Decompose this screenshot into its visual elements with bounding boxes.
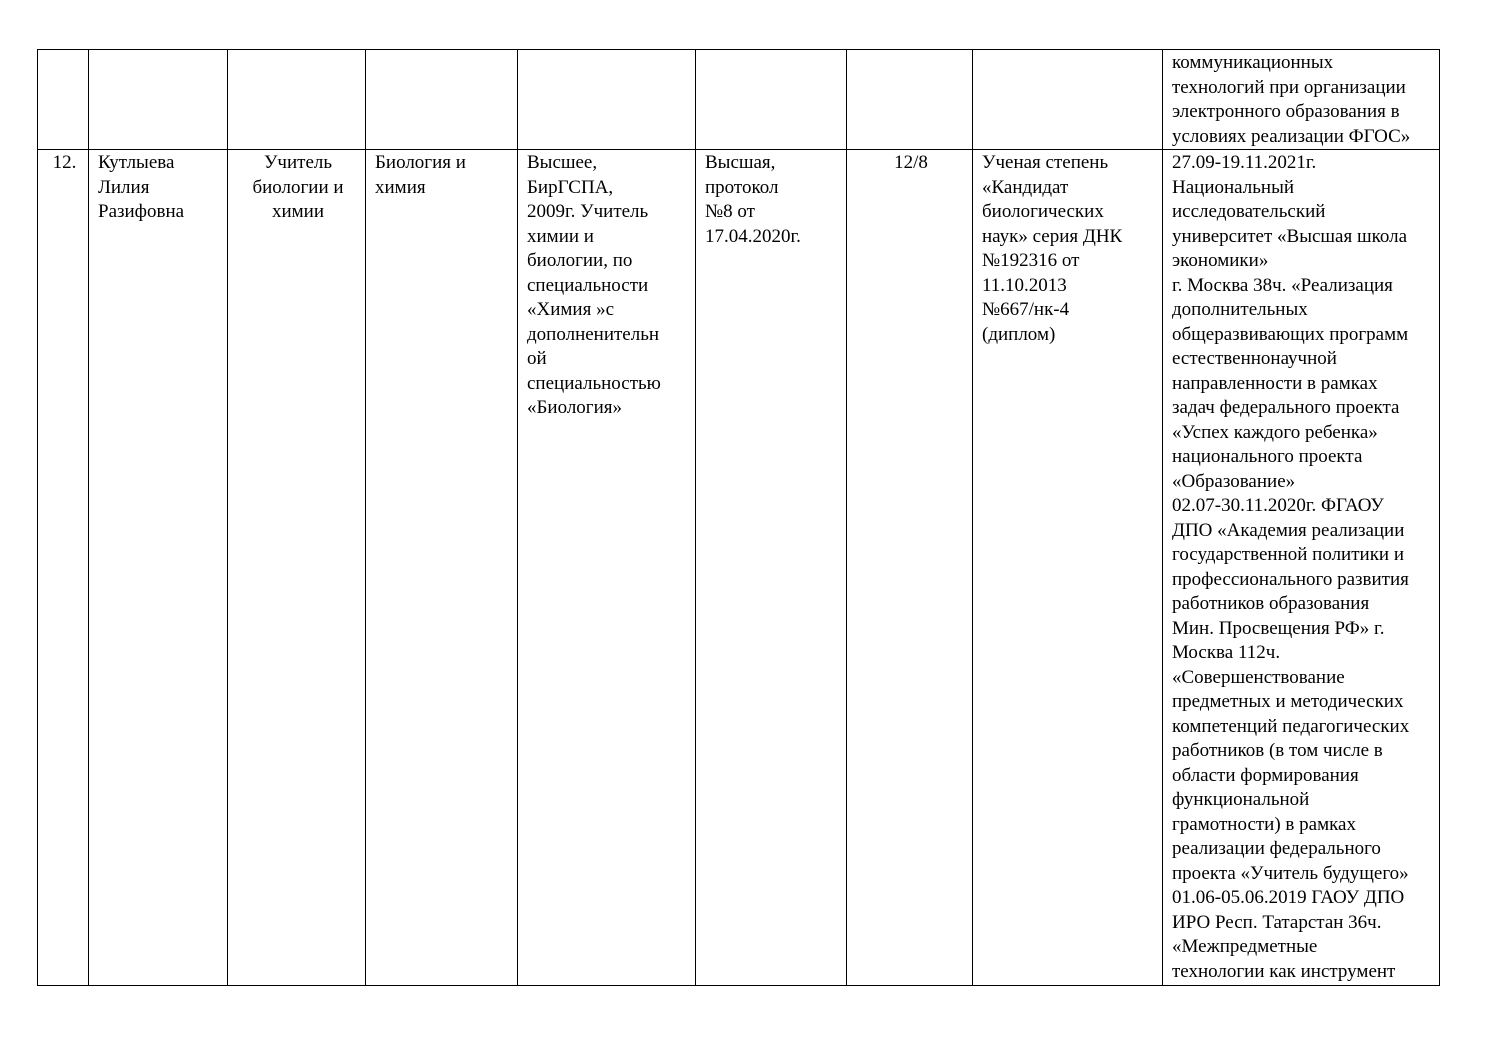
cell-num-empty [38,50,89,150]
table-row-previous [38,50,1440,150]
cell-category: Высшая, протокол №8 от 17.04.2020г. [696,150,847,986]
cell-subjects: Биология и химия [366,150,518,986]
cell-education-empty [518,50,696,150]
cell-training-continued: коммуникационных технологий при организации электронного образования в условиях реализации ФГОС» [1163,50,1440,150]
cell-education: Высшее, БирГСПА, 2009г. Учитель химии и биологии, по специальности «Химия »с дополненительн ой специальностью «Биология» [518,150,696,986]
cell-training-courses: 27.09-19.11.2021г. Национальный исследовательский университет «Высшая школа экономики» г. Москва 38ч. «Реализация дополнительных общеразвивающих программ естественнонаучной направленности в рамках задач федерального проекта «Успех каждого ребенка» национального проекта «Образование» 02.07-30.11.2020г. ФГАОУ ДПО «Академия реализации государственной политики и профессионального развития работников образования Мин. Просвещения РФ» г. Москва 112ч. «Совершенствование предметных и методических компетенций педагогических работников (в том числе в области формирования функциональной грамотности) в рамках реализации федерального проекта «Учитель будущего» 01.06-05.06.2019 ГАОУ ДПО ИРО Респ. Татарстан 36ч. «Межпредметные технологии как инструмент [1163,150,1440,986]
cell-degree-empty [973,50,1163,150]
table-row [38,150,1440,986]
cell-experience: 12/8 [847,150,973,986]
cell-position-empty [228,50,366,150]
cell-fio-empty [89,50,228,150]
cell-academic-degree: Ученая степень «Кандидат биологических наук» серия ДНК №192316 от 11.10.2013 №667/нк-4 (диплом) [973,150,1163,986]
cell-subjects-empty [366,50,518,150]
cell-experience-empty [847,50,973,150]
cell-full-name: Кутлыева Лилия Разифовна [89,150,228,986]
staff-qualification-table [37,49,1440,986]
cell-position: Учитель биологии и химии [228,150,366,986]
cell-row-number: 12. [38,150,89,986]
cell-category-empty [696,50,847,150]
